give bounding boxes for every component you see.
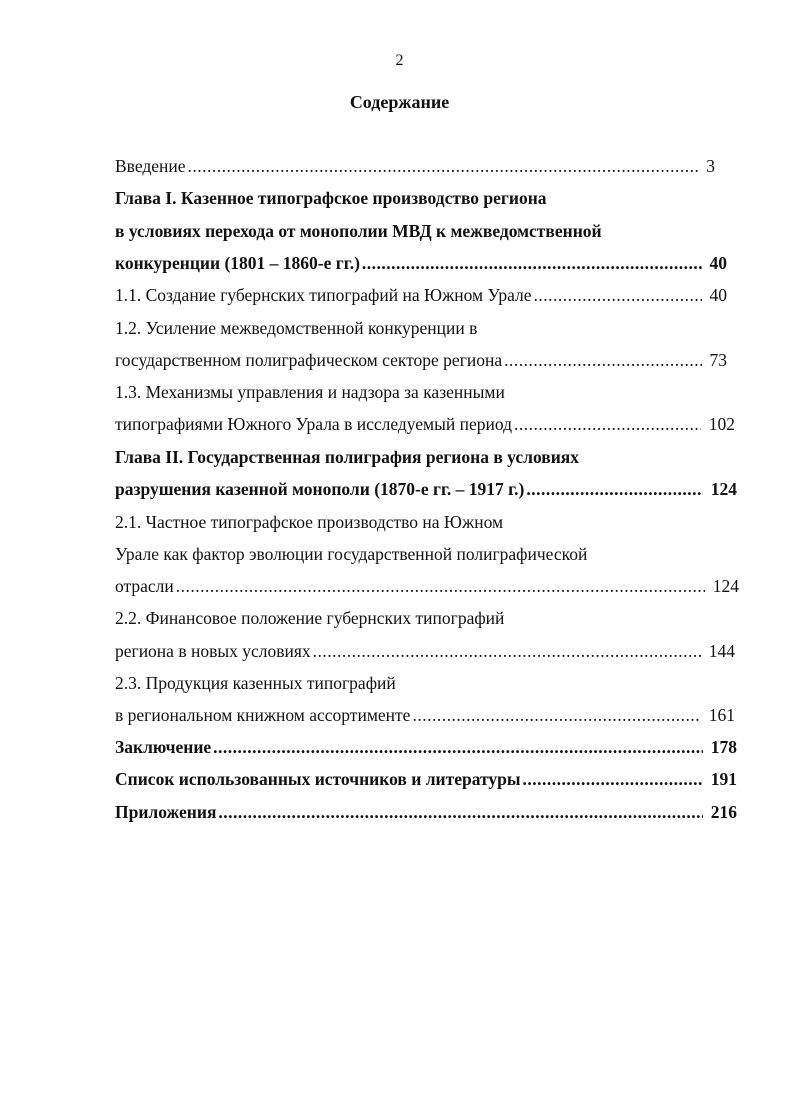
dot-leader xyxy=(213,736,703,758)
dot-leader xyxy=(526,478,702,500)
toc-entry-page: 144 xyxy=(708,641,735,661)
toc-entry-page: 216 xyxy=(710,802,737,822)
toc-section-1-3-line-1: 1.3. Механизмы управления и надзора за казенными xyxy=(115,382,505,402)
toc-entry-2-3[interactable] xyxy=(115,704,735,726)
toc-entry-appendix[interactable] xyxy=(115,801,737,823)
dot-leader xyxy=(514,413,701,435)
page-title: Содержание xyxy=(349,92,450,112)
toc-entry-1-1[interactable] xyxy=(115,284,727,306)
toc-entry-2-1[interactable] xyxy=(115,575,739,597)
toc-entry-conclusion[interactable] xyxy=(115,736,737,758)
toc-entry-title: отрасли xyxy=(115,576,174,596)
toc-entry-page: 178 xyxy=(710,737,737,757)
toc-entry-page: 124 xyxy=(710,479,737,499)
toc-entry-page: 73 xyxy=(709,350,727,370)
toc-entry-intro[interactable] xyxy=(115,155,715,177)
dot-leader xyxy=(523,768,703,790)
toc-entry-title: государственном полиграфическом секторе региона xyxy=(115,350,503,370)
toc-entry-1-3[interactable] xyxy=(115,413,735,435)
toc-entry-title: Приложения xyxy=(115,802,217,822)
toc-entry-page: 124 xyxy=(712,576,739,596)
toc-entry-title: Заключение xyxy=(115,737,212,757)
dot-leader xyxy=(313,640,701,662)
toc-entry-title: конкуренции (1801 – 1860-е гг.) xyxy=(115,253,360,273)
toc-chapter-2-line-1: Глава II. Государственная полиграфия региона в условиях xyxy=(115,447,580,467)
toc-entry-page: 191 xyxy=(710,769,737,789)
dot-leader xyxy=(504,349,701,371)
toc-entry-title: Введение xyxy=(115,156,186,176)
toc-entry-title: 1.1. Создание губернских типографий на Южном Урале xyxy=(115,285,532,305)
toc-entry-title: разрушения казенной монополи (1870-е гг. – 1917 г.) xyxy=(115,479,525,499)
toc-entry-sources[interactable] xyxy=(115,768,737,790)
toc-entry-2-2[interactable] xyxy=(115,640,735,662)
toc-entry-1-2[interactable] xyxy=(115,349,727,371)
toc-entry-chapter-2[interactable] xyxy=(115,478,737,500)
toc-entry-title: Список использованных источников и литературы xyxy=(115,769,521,789)
toc-entry-title: в региональном книжном ассортименте xyxy=(115,705,411,725)
dot-leader xyxy=(362,252,702,274)
page-number: 2 xyxy=(395,52,404,69)
toc-entry-page: 40 xyxy=(709,285,727,305)
dot-leader xyxy=(412,704,700,726)
dot-leader xyxy=(534,284,702,306)
toc-entry-title: типографиями Южного Урала в исследуемый период xyxy=(115,414,513,434)
toc-chapter-1-line-1: Глава I. Казенное типографское производство региона xyxy=(115,188,547,208)
toc-entry-page: 3 xyxy=(706,156,715,176)
toc-section-2-1-line-2: Урале как фактор эволюции государственной полиграфической xyxy=(115,544,588,564)
toc-entry-page: 161 xyxy=(708,705,735,725)
toc-section-2-3-line-1: 2.3. Продукция казенных типографий xyxy=(115,673,396,693)
toc-section-2-2-line-1: 2.2. Финансовое положение губернских типографий xyxy=(115,608,505,628)
toc-entry-title: региона в новых условиях xyxy=(115,641,311,661)
toc-chapter-1-line-2: в условиях перехода от монополии МВД к межведомственной xyxy=(115,221,602,241)
toc-entry-page: 40 xyxy=(709,253,727,273)
dot-leader xyxy=(218,801,702,823)
toc-entry-page: 102 xyxy=(708,414,735,434)
toc-entry-chapter-1[interactable] xyxy=(115,252,727,274)
toc-section-1-2-line-1: 1.2. Усиление межведомственной конкуренции в xyxy=(115,318,478,338)
toc-section-2-1-line-1: 2.1. Частное типографское производство на Южном xyxy=(115,512,504,532)
dot-leader xyxy=(188,155,699,177)
dot-leader xyxy=(176,575,705,597)
